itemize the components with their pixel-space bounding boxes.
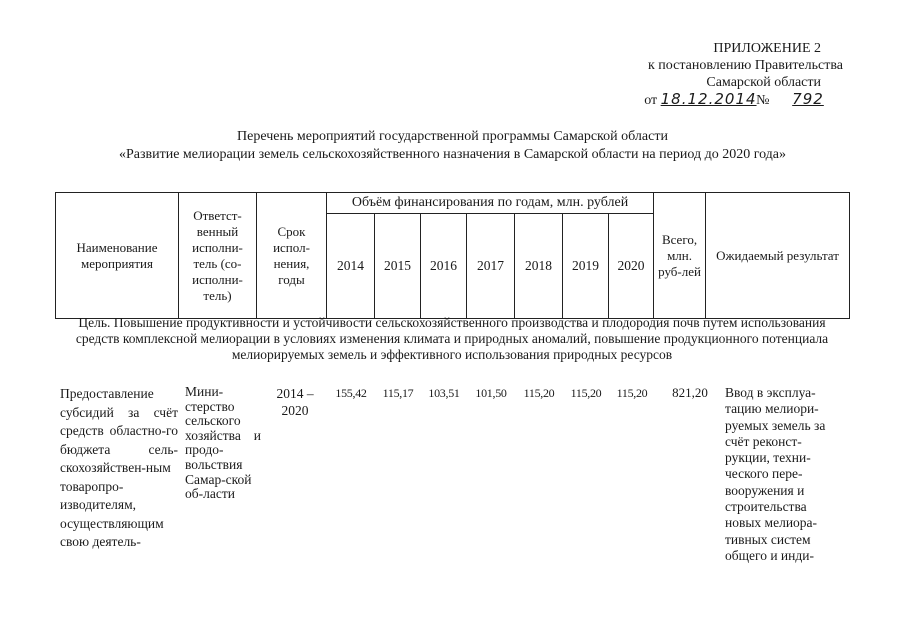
row-amount-2014: 155,42 <box>335 386 367 400</box>
row-term: 2014 – 2020 <box>276 386 314 418</box>
row-total: 821,20 <box>672 385 708 400</box>
number-value: 792 <box>792 90 824 108</box>
row-amount-2015: 115,17 <box>382 386 414 400</box>
row-responsible: Мини-стерство сельского хозяйства и продо-вольствия Самар-ской об-ласти <box>185 384 261 502</box>
header-total: Всего, млн. руб-лей <box>654 193 706 319</box>
header-year: 2017 <box>467 214 515 319</box>
row-amount-2017: 101,50 <box>475 386 507 400</box>
title-line-2: «Развитие мелиорации земель сельскохозяйственного назначения в Самарской области на период до 2020 года» <box>118 147 787 162</box>
header-term: Срок испол-нения, годы <box>257 193 327 319</box>
header-year: 2020 <box>609 214 654 319</box>
header-table <box>55 192 850 319</box>
header-year: 2015 <box>375 214 421 319</box>
appendix-line-region: Самарской области <box>706 75 821 90</box>
appendix-title: ПРИЛОЖЕНИЕ 2 <box>713 41 821 56</box>
header-year: 2019 <box>563 214 609 319</box>
number-prefix: № <box>756 93 770 108</box>
header-funding: Объём финансирования по годам, млн. рублей <box>327 193 654 214</box>
header-result: Ожидаемый результат <box>706 193 850 319</box>
header-responsible: Ответст-венный исполни-тель (со-исполни-тель) <box>179 193 257 319</box>
header-year: 2014 <box>327 214 375 319</box>
appendix-date-line <box>603 91 843 109</box>
row-amount-2016: 103,51 <box>428 386 460 400</box>
row-amount-2020: 115,20 <box>616 386 648 400</box>
appendix-line-resolution: к постановлению Правительства <box>647 58 843 73</box>
date-value: 18.12.2014 <box>660 90 757 108</box>
document-title <box>40 128 865 164</box>
header-year: 2016 <box>421 214 467 319</box>
row-amount-2018: 115,20 <box>523 386 555 400</box>
appendix-header <box>603 40 843 109</box>
date-prefix: от <box>644 93 658 108</box>
row-name: Предоставление субсидий за счёт средств областно-го бюджета сель-скохозяйствен-ным товаропро-изводителям, осуществляющим свою деятель- <box>60 386 178 549</box>
row-amount-2019: 115,20 <box>570 386 602 400</box>
table-row <box>55 385 849 585</box>
header-year: 2018 <box>515 214 563 319</box>
title-line-1: Перечень мероприятий государственной программы Самарской области <box>237 129 668 144</box>
row-result: Ввод в эксплуа-тацию мелиори-руемых земель за счёт реконст-рукции, техни-ческого пере-вооружения и строительства новых мелиора-тивных систем общего и инди- <box>725 385 826 563</box>
header-name: Наименование мероприятия <box>56 193 179 319</box>
goal-statement: Цель. Повышение продуктивности и устойчивости сельскохозяйственного производства и плодородия почв путем использования средств комплексной мелиорации в условиях изменения климата и природных аномалий, повышение продукционного потенциала мелиорируемых земель и эффективного использования природных ресурсов <box>75 315 829 362</box>
